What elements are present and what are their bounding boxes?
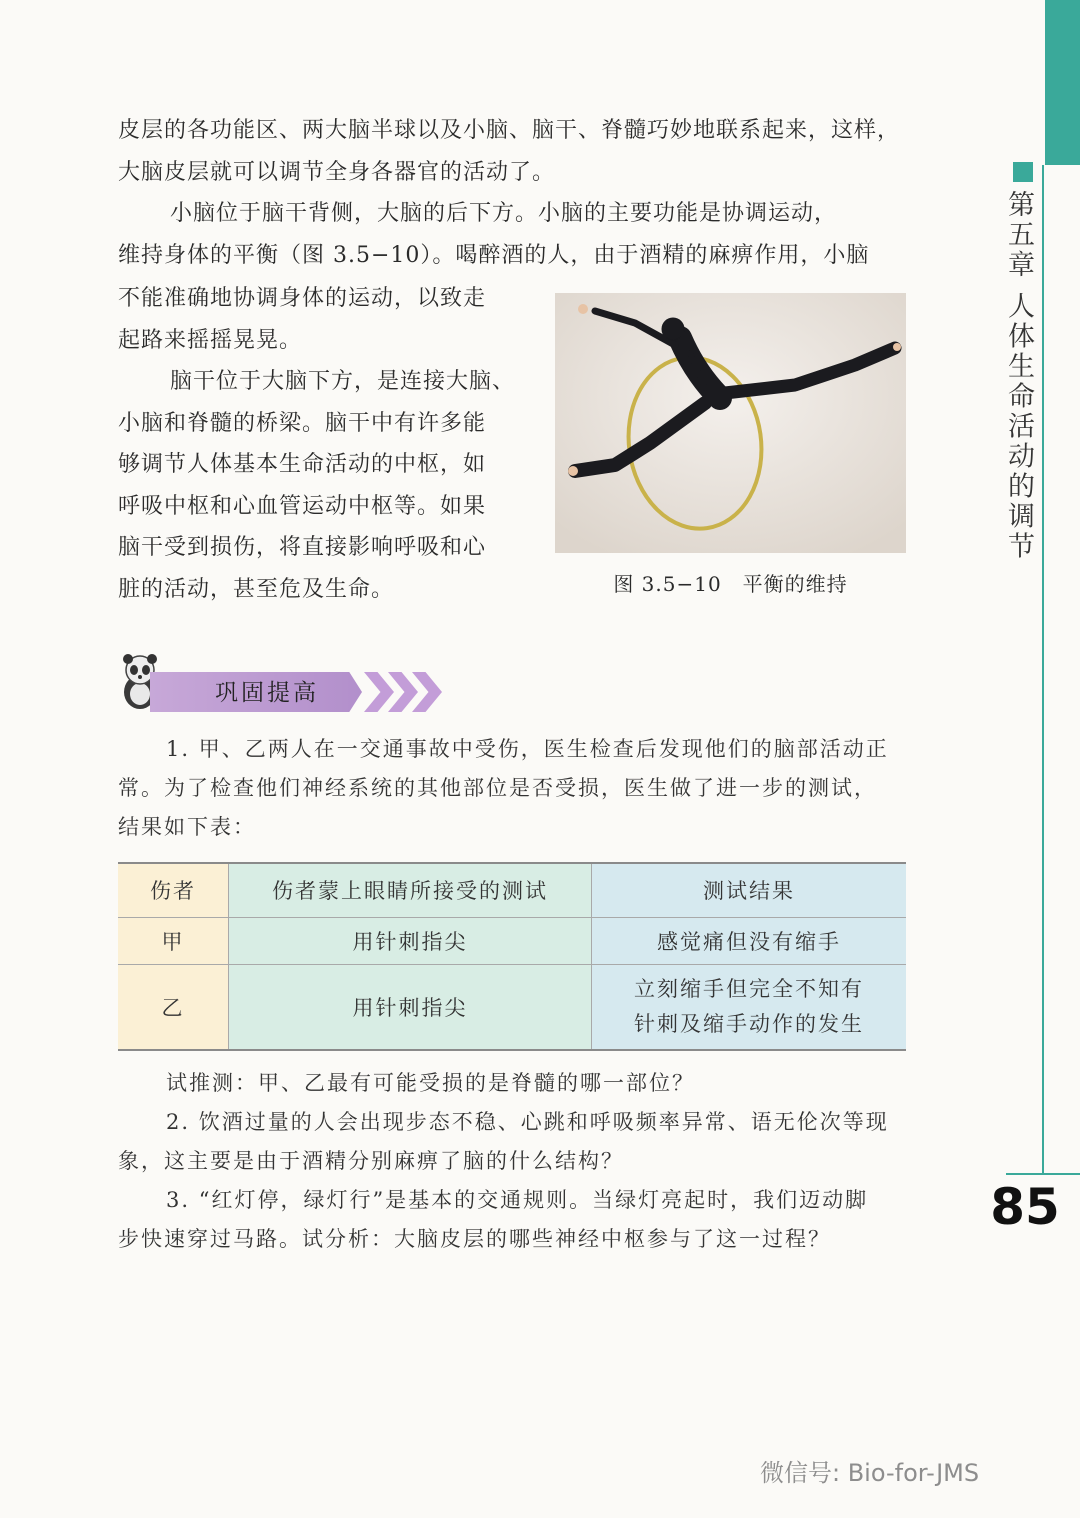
text-line: 脑干位于大脑下方，是连接大脑、 <box>170 369 516 394</box>
text-line: 步快速穿过马路。试分析：大脑皮层的哪些神经中枢参与了这一过程？ <box>118 1227 831 1251</box>
table-row <box>118 964 906 1050</box>
table-cell-line: 针刺及缩手动作的发生 <box>634 1011 864 1036</box>
text-line: 皮层的各功能区、两大脑半球以及小脑、脑干、脊髓巧妙地联系起来，这样， <box>118 118 901 143</box>
figure-caption: 图 3.5−10 平衡的维持 <box>613 572 848 596</box>
text-line: 1. 甲、乙两人在一交通事故中受伤，医生检查后发现他们的脑部活动正 <box>166 737 889 761</box>
text-line: 呼吸中枢和心血管运动中枢等。如果 <box>118 493 487 519</box>
text-line: 维持身体的平衡（图 3.5−10）。喝醉酒的人，由于酒精的麻痹作用，小脑 <box>118 242 870 268</box>
table-header-row <box>118 863 906 917</box>
text-line: 小脑位于脑干背侧，大脑的后下方。小脑的主要功能是协调运动， <box>170 201 838 226</box>
table-row <box>118 917 906 964</box>
watermark: 微信号: Bio-for-JMS <box>760 1459 980 1487</box>
table-cell: 甲 <box>118 917 229 964</box>
exercise-banner-title: 巩固提高 <box>215 680 319 706</box>
text-line: 常。为了检查他们神经系统的其他部位是否受损，医生做了进一步的测试， <box>118 776 877 800</box>
text-line: 小脑和脊髓的桥梁。脑干中有许多能 <box>118 410 487 436</box>
paragraph-cerebellum-cont <box>118 278 543 610</box>
table-cell: 用针刺指尖 <box>229 964 592 1050</box>
chevron-right-icon <box>364 672 394 712</box>
questions-2-3 <box>118 1064 918 1259</box>
text-line: 不能准确地协调身体的运动，以致走 <box>118 286 487 311</box>
table-cell-line: 立刻缩手但完全不知有 <box>634 976 864 1001</box>
table-header: 测试结果 <box>592 863 907 917</box>
question-1 <box>118 730 918 847</box>
text-line: 大脑皮层就可以调节全身各器官的活动了。 <box>118 159 556 185</box>
text-line: 试推测：甲、乙最有可能受损的是脊髓的哪一部位？ <box>166 1071 695 1095</box>
text-line: 脏的活动，甚至危及生命。 <box>118 576 395 602</box>
page-number-rule <box>1006 1173 1080 1175</box>
paragraph-cerebellum <box>118 193 918 276</box>
text-line: 结果如下表： <box>118 815 256 839</box>
chapter-marker <box>1013 162 1033 182</box>
text-line: 起路来摇摇晃晃。 <box>118 327 303 353</box>
table-header: 伤者 <box>118 863 229 917</box>
chapter-tab <box>1045 0 1080 165</box>
paragraph-cortex <box>118 110 918 193</box>
text-line: 象，这主要是由于酒精分别麻痹了脑的什么结构？ <box>118 1149 624 1173</box>
chapter-title: 第五章 人体生命活动的调节 <box>1003 190 1034 562</box>
table-cell <box>592 964 907 1050</box>
text-line: 脑干受到损伤，将直接影响呼吸和心 <box>118 535 487 560</box>
margin-rule <box>1042 165 1044 1173</box>
table-cell: 乙 <box>118 964 229 1050</box>
table-header: 伤者蒙上眼睛所接受的测试 <box>229 863 592 917</box>
text-line: 3. “红灯停，绿灯行”是基本的交通规则。当绿灯亮起时，我们迈动脚 <box>166 1188 869 1212</box>
page-number: 85 <box>990 1178 1060 1236</box>
table-cell: 感觉痛但没有缩手 <box>592 917 907 964</box>
gymnast-photo <box>555 293 906 553</box>
text-line: 够调节人体基本生命活动的中枢，如 <box>118 452 487 477</box>
text-line: 2. 饮酒过量的人会出现步态不稳、心跳和呼吸频率异常、语无伦次等现 <box>166 1110 889 1134</box>
table-cell: 用针刺指尖 <box>229 917 592 964</box>
test-results-table <box>118 862 906 1051</box>
